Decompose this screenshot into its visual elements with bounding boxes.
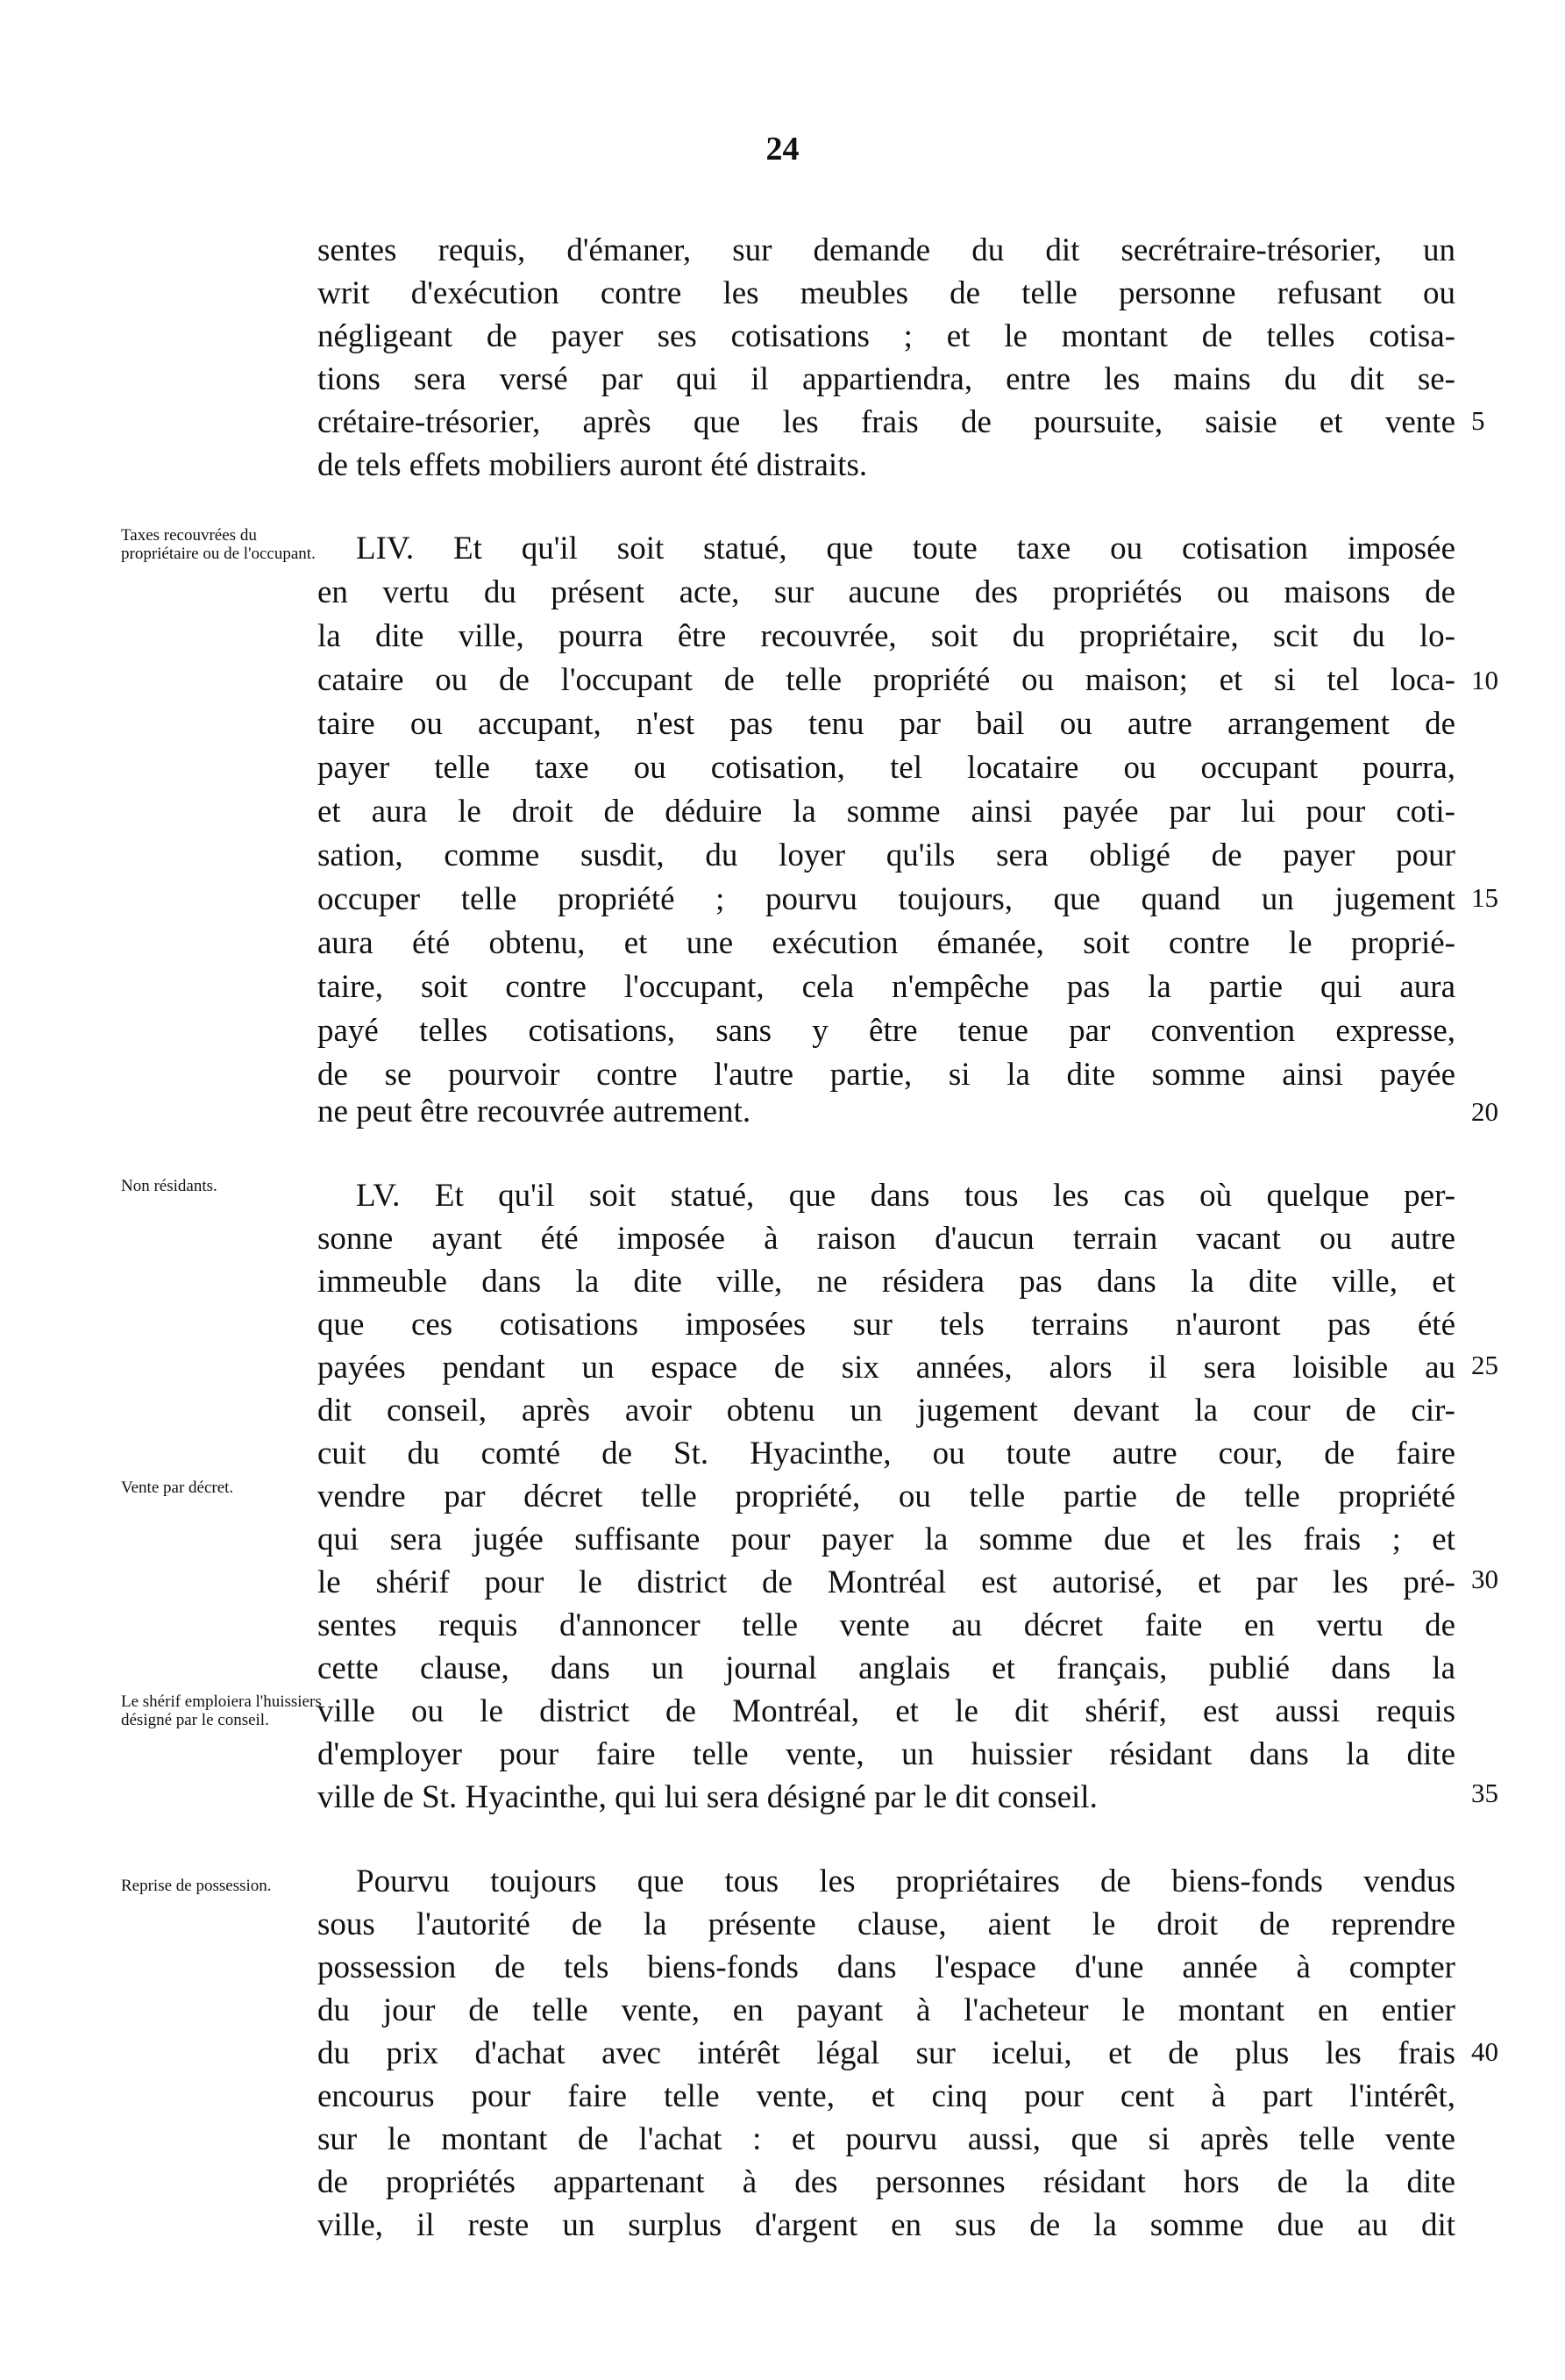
text-line: cataire ou de l'occupant de telle propriété ou maison; et si tel loca- — [317, 662, 1455, 698]
line-number: 20 — [1471, 1096, 1498, 1127]
margin-note-taxes: Taxes recouvrées du propriétaire ou de l'occupant. — [121, 526, 316, 563]
page-number: 24 — [765, 131, 800, 167]
text-line: encourus pour faire telle vente, et cinq pour cent à part l'intérêt, — [317, 2078, 1455, 2114]
text-line: taire ou accupant, n'est pas tenu par bail ou autre arrangement de — [317, 706, 1455, 742]
line-number: 25 — [1471, 1350, 1498, 1380]
text-line: possession de tels biens-fonds dans l'espace d'une année à compter — [317, 1949, 1455, 1985]
margin-note-sherif: Le shérif emploiera l'huissiers désigné par le conseil. — [121, 1692, 322, 1729]
text-line: payées pendant un espace de six années, alors il sera loisible au — [317, 1350, 1455, 1386]
text-line: d'employer pour faire telle vente, un huissier résidant dans la dite — [317, 1736, 1455, 1772]
text-line: sur le montant de l'achat : et pourvu aussi, que si après telle vente — [317, 2121, 1455, 2157]
text-line: ville, il reste un surplus d'argent en sus de la somme due au dit — [317, 2207, 1455, 2243]
text-line: de propriétés appartenant à des personnes résidant hors de la dite — [317, 2164, 1455, 2200]
text-line: immeuble dans la dite ville, ne résidera pas dans la dite ville, et — [317, 1264, 1455, 1300]
text-line: Pourvu toujours que tous les propriétaires de biens-fonds vendus — [356, 1863, 1455, 1899]
text-line: du prix d'achat avec intérêt légal sur icelui, et de plus les frais — [317, 2035, 1455, 2071]
text-line: crétaire-trésorier, après que les frais de poursuite, saisie et vente — [317, 404, 1455, 440]
text-line: taire, soit contre l'occupant, cela n'empêche pas la partie qui aura — [317, 969, 1455, 1005]
text-line: sonne ayant été imposée à raison d'aucun terrain vacant ou autre — [317, 1221, 1455, 1257]
margin-note-reprise: Reprise de possession. — [121, 1877, 272, 1895]
text-line: cette clause, dans un journal anglais et français, publié dans la — [317, 1650, 1455, 1686]
margin-note-non-residants: Non résidants. — [121, 1177, 217, 1195]
text-line: ville de St. Hyacinthe, qui lui sera désigné par le dit conseil. — [317, 1779, 1098, 1815]
text-line: cuit du comté de St. Hyacinthe, ou toute autre cour, de faire — [317, 1436, 1455, 1471]
text-line: que ces cotisations imposées sur tels terrains n'auront pas été — [317, 1307, 1455, 1343]
text-line: la dite ville, pourra être recouvrée, soit du propriétaire, scit du lo- — [317, 618, 1455, 654]
line-number: 40 — [1471, 2036, 1498, 2067]
text-line: sous l'autorité de la présente clause, aient le droit de reprendre — [317, 1906, 1455, 1942]
line-number: 15 — [1471, 882, 1498, 913]
text-line: payer telle taxe ou cotisation, tel locataire ou occupant pourra, — [317, 750, 1455, 786]
text-line: dit conseil, après avoir obtenu un jugement devant la cour de cir- — [317, 1393, 1455, 1429]
text-line: sentes requis d'annoncer telle vente au décret faite en vertu de — [317, 1607, 1455, 1643]
text-line: ville ou le district de Montréal, et le dit shérif, est aussi requis — [317, 1693, 1455, 1729]
text-line: et aura le droit de déduire la somme ainsi payée par lui pour coti- — [317, 794, 1455, 830]
text-line: sation, comme susdit, du loyer qu'ils sera obligé de payer pour — [317, 837, 1455, 873]
text-line: payé telles cotisations, sans y être tenue par convention expresse, — [317, 1013, 1455, 1049]
text-line: sentes requis, d'émaner, sur demande du dit secrétraire-trésorier, un — [317, 232, 1455, 268]
line-number: 35 — [1471, 1778, 1498, 1808]
text-line: négligeant de payer ses cotisations ; et le montant de telles cotisa- — [317, 318, 1455, 354]
text-line: de tels effets mobiliers auront été distraits. — [317, 447, 868, 483]
text-line: le shérif pour le district de Montréal est autorisé, et par les pré- — [317, 1564, 1455, 1600]
text-line: du jour de telle vente, en payant à l'acheteur le montant en entier — [317, 1992, 1455, 2028]
text-line: aura été obtenu, et une exécution émanée, soit contre le proprié- — [317, 925, 1455, 961]
text-line: vendre par décret telle propriété, ou telle partie de telle propriété — [317, 1479, 1455, 1514]
line-number: 10 — [1471, 665, 1498, 695]
text-line: qui sera jugée suffisante pour payer la somme due et les frais ; et — [317, 1521, 1455, 1557]
text-line: writ d'exécution contre les meubles de telle personne refusant ou — [317, 275, 1455, 311]
text-line: en vertu du présent acte, sur aucune des propriétés ou maisons de — [317, 574, 1455, 610]
text-line: tions sera versé par qui il appartiendra, entre les mains du dit se- — [317, 361, 1455, 397]
text-line: occuper telle propriété ; pourvu toujours, que quand un jugement — [317, 881, 1455, 917]
margin-note-vente-par-decret: Vente par décret. — [121, 1479, 234, 1497]
text-line: de se pourvoir contre l'autre partie, si la dite somme ainsi payée — [317, 1057, 1455, 1093]
text-line: ne peut être recouvrée autrement. — [317, 1094, 751, 1129]
text-line: LIV. Et qu'il soit statué, que toute taxe ou cotisation imposée — [356, 531, 1455, 566]
text-line: LV. Et qu'il soit statué, que dans tous les cas où quelque per- — [356, 1178, 1455, 1214]
line-number: 30 — [1471, 1564, 1498, 1594]
line-number: 5 — [1471, 405, 1485, 436]
